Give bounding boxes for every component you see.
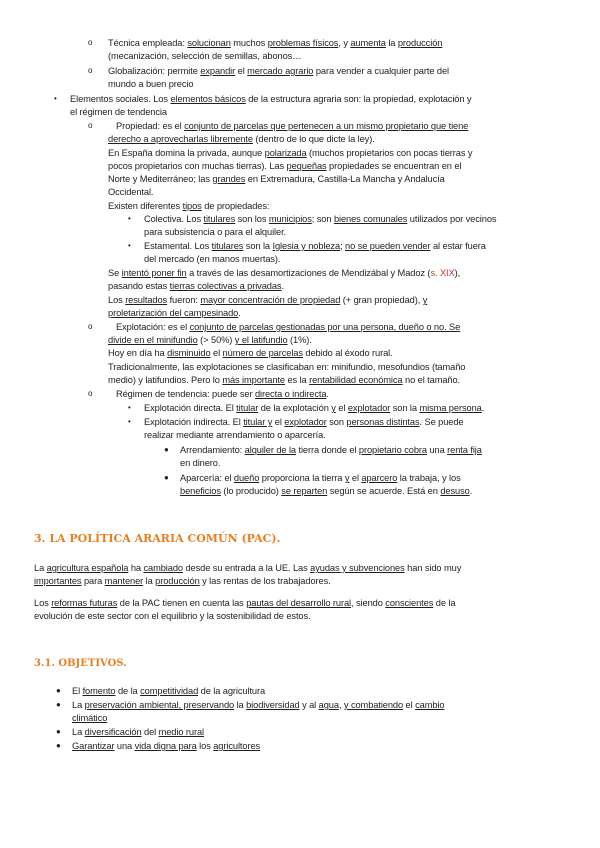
text-line bbox=[144, 416, 464, 428]
underlined-term: divide en el minifundio bbox=[108, 335, 198, 345]
underlined-term: biodiversidad bbox=[246, 700, 300, 710]
text-span: utilizados por vecinos bbox=[407, 214, 497, 224]
text-line bbox=[108, 280, 284, 292]
text-line bbox=[108, 65, 449, 77]
underlined-term: polarizada bbox=[264, 148, 307, 158]
underlined-term: producción bbox=[155, 576, 200, 586]
text-span: Elementos sociales. Los bbox=[70, 94, 171, 104]
subsection-heading: 3.1. OBJETIVOS. bbox=[34, 658, 127, 669]
text-line bbox=[144, 402, 484, 414]
text-line bbox=[70, 93, 471, 105]
underlined-term: disminuido bbox=[167, 348, 211, 358]
text-span: mundo a buen precio bbox=[108, 79, 194, 89]
text-line bbox=[116, 120, 468, 132]
underlined-term: agua bbox=[318, 700, 339, 710]
text-span: la bbox=[143, 576, 156, 586]
underlined-term: cambiado bbox=[143, 563, 183, 573]
text-line bbox=[72, 740, 260, 752]
underlined-term: desuso bbox=[440, 486, 470, 496]
text-span: medio) y latifundios. Pero lo bbox=[108, 375, 223, 385]
text-line bbox=[116, 321, 460, 333]
text-span: Existen diferentes bbox=[108, 201, 183, 211]
underlined-term: pequeñas bbox=[286, 161, 327, 171]
underlined-term: directa o indirecta bbox=[254, 389, 327, 399]
text-span: el bbox=[349, 473, 362, 483]
text-line bbox=[108, 347, 393, 359]
underlined-term: personas distintas bbox=[346, 417, 420, 427]
text-span: la bbox=[385, 38, 398, 48]
text-span: , y bbox=[338, 38, 351, 48]
underlined-term: pautas del desarrollo rural bbox=[246, 598, 352, 608]
text-line bbox=[108, 160, 461, 172]
underlined-term: agricultores bbox=[213, 741, 261, 751]
text-span: Estamental. Los bbox=[144, 241, 212, 251]
text-span: pocos propietarios con muchas tierras). Las bbox=[108, 161, 287, 171]
text-span: desde su entrada a la UE. Las bbox=[182, 563, 311, 573]
list-bullet: • bbox=[128, 403, 131, 412]
text-span: Régimen de tendencia: puede ser bbox=[116, 389, 255, 399]
text-span: son la bbox=[243, 241, 273, 251]
text-span: el régimen de tendencia bbox=[70, 107, 167, 117]
text-span: El bbox=[72, 686, 83, 696]
list-bullet: • bbox=[128, 241, 131, 250]
underlined-term: derecho a aprovecharlas libremente bbox=[108, 134, 253, 144]
text-span: . Se puede bbox=[419, 417, 464, 427]
text-span: para subsistencia o para el alquiler. bbox=[144, 227, 287, 237]
text-span: los bbox=[196, 741, 214, 751]
underlined-term: grandes bbox=[212, 174, 246, 184]
text-span: son los bbox=[235, 214, 269, 224]
underlined-term: y bbox=[344, 473, 350, 483]
text-line bbox=[180, 472, 461, 484]
text-span: de la estructura agraria son: la propiedad, explotación y bbox=[245, 94, 472, 104]
text-span: del mercado (en manos muertas). bbox=[144, 254, 281, 264]
text-span: . bbox=[281, 281, 284, 291]
list-bullet: o bbox=[88, 38, 93, 47]
text-span: han sido muy bbox=[404, 563, 462, 573]
underlined-term: aumenta bbox=[350, 38, 386, 48]
underlined-term: renta fija bbox=[447, 445, 482, 455]
list-bullet: ● bbox=[56, 686, 61, 695]
underlined-term: y combatiendo bbox=[343, 700, 404, 710]
text-line bbox=[34, 597, 455, 609]
text-span: Colectiva. Los bbox=[144, 214, 204, 224]
text-span: proporciona la tierra bbox=[259, 473, 345, 483]
text-span: Técnica empleada: bbox=[108, 38, 188, 48]
text-span: del bbox=[141, 727, 159, 737]
list-bullet: ● bbox=[56, 700, 61, 709]
text-span: de la explotación bbox=[258, 403, 332, 413]
underlined-term: titulares bbox=[211, 241, 244, 251]
text-span: Globalización: permite bbox=[108, 66, 201, 76]
underlined-term: rentabilidad económica bbox=[309, 375, 403, 385]
text-line bbox=[108, 361, 465, 373]
text-span: . bbox=[481, 403, 485, 413]
underlined-term: conscientes bbox=[385, 598, 434, 608]
text-span: a través de las desamortizaciones de Mendizábal y Madoz ( bbox=[186, 268, 431, 278]
text-span: en dinero. bbox=[180, 458, 221, 468]
text-span: tierra donde el bbox=[295, 445, 359, 455]
text-span: al estar fuera bbox=[430, 241, 486, 251]
underlined-term: explotador bbox=[284, 417, 327, 427]
text-span: la bbox=[234, 700, 247, 710]
text-span: (1%). bbox=[287, 335, 312, 345]
underlined-term: no se pueden vender bbox=[345, 241, 431, 251]
text-span: Tradicionalmente, las explotaciones se clasificaban en: minifundio, mesofundios (tamaño bbox=[108, 362, 466, 372]
text-span: , siendo bbox=[351, 598, 386, 608]
underlined-term: y bbox=[331, 403, 336, 413]
text-span: el bbox=[272, 417, 285, 427]
text-span: pasando estas bbox=[108, 281, 170, 291]
underlined-term: mantener bbox=[104, 576, 144, 586]
text-span: (dentro de lo que dicte la ley). bbox=[252, 134, 375, 144]
underlined-term: elementos básicos bbox=[170, 94, 246, 104]
text-line bbox=[108, 294, 427, 306]
text-span: debido al éxodo rural. bbox=[302, 348, 393, 358]
underlined-term: beneficios bbox=[180, 486, 221, 496]
list-bullet: o bbox=[88, 66, 93, 75]
text-span: evolución de este sector con el equilibrio y la sostenibilidad de estos. bbox=[34, 611, 311, 621]
text-span: fueron: bbox=[167, 295, 201, 305]
underlined-term: problemas físicos bbox=[267, 38, 339, 48]
text-line bbox=[34, 562, 461, 574]
text-span: no el tamaño. bbox=[402, 375, 461, 385]
list-bullet: o bbox=[88, 322, 93, 331]
text-span: muchos bbox=[230, 38, 268, 48]
text-span: Explotación indirecta. El bbox=[144, 417, 244, 427]
list-bullet: o bbox=[88, 121, 93, 130]
underlined-term: misma persona bbox=[419, 403, 482, 413]
text-span: , bbox=[338, 700, 344, 710]
underlined-term: número de parcelas bbox=[222, 348, 303, 358]
underlined-term: medio rural bbox=[158, 727, 204, 737]
text-line bbox=[34, 610, 311, 622]
underlined-term: proletarización del campesinado bbox=[108, 308, 239, 318]
text-span: . bbox=[469, 486, 473, 496]
text-span: Norte y Mediterráneo; las bbox=[108, 174, 213, 184]
underlined-term: titular y bbox=[243, 417, 273, 427]
text-span: el bbox=[235, 66, 248, 76]
text-span: Occidental. bbox=[108, 187, 154, 197]
text-line bbox=[108, 307, 241, 319]
underlined-term: y el latifundio bbox=[234, 335, 288, 345]
text-line bbox=[180, 444, 482, 456]
text-span: (lo producido) bbox=[220, 486, 282, 496]
underlined-term: tierras colectivas a privadas bbox=[169, 281, 282, 291]
text-line bbox=[34, 575, 331, 587]
text-span: es la bbox=[284, 375, 310, 385]
underlined-term: resultados bbox=[125, 295, 168, 305]
underlined-term: solucionan bbox=[187, 38, 231, 48]
text-span: y al bbox=[299, 700, 319, 710]
text-span: una bbox=[426, 445, 448, 455]
text-line bbox=[108, 186, 153, 198]
list-bullet: • bbox=[54, 94, 57, 103]
text-line bbox=[108, 374, 460, 386]
underlined-term: fomento bbox=[82, 686, 116, 696]
text-line bbox=[108, 267, 460, 279]
underlined-term: alquiler de la bbox=[244, 445, 296, 455]
text-span: La bbox=[72, 700, 85, 710]
text-span: Se bbox=[108, 268, 122, 278]
text-span: son la bbox=[390, 403, 420, 413]
text-line bbox=[116, 388, 329, 400]
list-bullet: ● bbox=[164, 473, 169, 482]
underlined-term: agricultura española bbox=[46, 563, 129, 573]
text-span: el bbox=[335, 403, 348, 413]
text-span: una bbox=[114, 741, 135, 751]
text-span: (mecanización, selección de semillas, abonos… bbox=[108, 51, 302, 61]
text-span: de la bbox=[433, 598, 456, 608]
text-line bbox=[108, 147, 472, 159]
section-heading: 3. LA POLÍTICA ARARIA COMÚN (PAC). bbox=[34, 532, 281, 545]
text-span: . bbox=[238, 308, 241, 318]
text-span: Los bbox=[34, 598, 52, 608]
text-line bbox=[108, 334, 312, 346]
text-line bbox=[180, 485, 472, 497]
text-span: la trabaja, y los bbox=[397, 473, 461, 483]
underlined-term: producción bbox=[397, 38, 443, 48]
list-bullet: ● bbox=[56, 727, 61, 736]
text-line bbox=[144, 240, 486, 252]
underlined-term: conjunto de parcelas gestionadas por una persona, dueño o no. Se bbox=[189, 322, 461, 332]
text-span: Aparcería: el bbox=[180, 473, 234, 483]
text-line bbox=[72, 712, 107, 724]
list-bullet: ● bbox=[56, 741, 61, 750]
underlined-term: titulares bbox=[203, 214, 236, 224]
text-span: Explotación: es el bbox=[116, 322, 190, 332]
text-span: de propiedades: bbox=[201, 201, 270, 211]
underlined-term: más importante bbox=[222, 375, 285, 385]
text-line bbox=[108, 78, 193, 90]
underlined-term: conjunto de parcelas que pertenecen a un mismo propietario que tiene bbox=[184, 121, 469, 131]
text-span: ; son bbox=[311, 214, 334, 224]
text-span: y las rentas de los trabajadores. bbox=[199, 576, 331, 586]
text-span: según se acuerde. Está en bbox=[327, 486, 441, 496]
underlined-term: Iglesia y nobleza bbox=[272, 241, 341, 251]
text-line bbox=[144, 213, 496, 225]
text-span: (muchos propietarios con pocas tierras y bbox=[306, 148, 473, 158]
underlined-term: bienes comunales bbox=[333, 214, 408, 224]
underlined-term: preservación ambiental, preservando bbox=[84, 700, 235, 710]
text-span: Los bbox=[108, 295, 126, 305]
list-bullet: ● bbox=[164, 445, 169, 454]
text-span: ; bbox=[340, 241, 346, 251]
text-line bbox=[72, 699, 444, 711]
text-span: (+ gran propiedad), bbox=[340, 295, 423, 305]
text-span: de la PAC tienen en cuenta las bbox=[117, 598, 247, 608]
text-span: el bbox=[210, 348, 223, 358]
text-span: el bbox=[403, 700, 416, 710]
text-span: Propiedad: es el bbox=[116, 121, 185, 131]
text-span: Explotación directa. El bbox=[144, 403, 237, 413]
text-line bbox=[108, 37, 442, 49]
text-span: (> 50%) bbox=[197, 335, 235, 345]
text-span: ha bbox=[128, 563, 144, 573]
underlined-term: mercado agrario bbox=[247, 66, 314, 76]
text-line bbox=[144, 226, 286, 238]
text-line bbox=[144, 429, 326, 441]
text-span: de la bbox=[115, 686, 141, 696]
underlined-term: expandir bbox=[200, 66, 236, 76]
text-line bbox=[108, 173, 445, 185]
underlined-term: municipios bbox=[268, 214, 312, 224]
text-span: para bbox=[81, 576, 105, 586]
underlined-term: propietario cobra bbox=[358, 445, 427, 455]
text-span: La bbox=[72, 727, 85, 737]
text-line bbox=[70, 106, 167, 118]
text-line bbox=[144, 253, 280, 265]
list-bullet: • bbox=[128, 417, 131, 426]
underlined-term: intentó poner fin bbox=[121, 268, 187, 278]
text-span: para vender a cualquier parte del bbox=[313, 66, 449, 76]
list-bullet: • bbox=[128, 214, 131, 223]
underlined-term: reformas futuras bbox=[51, 598, 118, 608]
underlined-term: diversificación bbox=[84, 727, 142, 737]
underlined-term: se reparten bbox=[281, 486, 328, 496]
underlined-term: titular bbox=[236, 403, 259, 413]
underlined-term: tipos bbox=[182, 201, 202, 211]
text-span: de la agricultura bbox=[198, 686, 266, 696]
text-line bbox=[180, 457, 220, 469]
underlined-term: dueño bbox=[233, 473, 260, 483]
list-bullet: o bbox=[88, 389, 93, 398]
text-span: La bbox=[34, 563, 47, 573]
underlined-term: aparcero bbox=[361, 473, 398, 483]
highlighted-term: s. XIX bbox=[430, 268, 455, 278]
text-span: son bbox=[326, 417, 347, 427]
underlined-term: explotador bbox=[347, 403, 391, 413]
underlined-term: mayor concentración de propiedad bbox=[200, 295, 341, 305]
underlined-term: importantes bbox=[34, 576, 82, 586]
text-line bbox=[108, 200, 269, 212]
underlined-term: cambio bbox=[415, 700, 445, 710]
text-span: Hoy en día ha bbox=[108, 348, 168, 358]
underlined-term: Garantizar bbox=[72, 741, 115, 751]
text-span: Arrendamiento: bbox=[180, 445, 245, 455]
text-span: En España domina la privada, aunque bbox=[108, 148, 265, 158]
text-line bbox=[108, 133, 375, 145]
text-span: en Extremadura, Castilla-La Mancha y Andalucía bbox=[245, 174, 445, 184]
underlined-term: climático bbox=[72, 713, 108, 723]
text-line bbox=[108, 50, 301, 62]
text-line bbox=[72, 726, 204, 738]
underlined-term: y bbox=[422, 295, 428, 305]
text-span: realizar mediante arrendamiento o aparcería. bbox=[144, 430, 326, 440]
underlined-term: ayudas y subvenciones bbox=[310, 563, 405, 573]
text-span: . bbox=[326, 389, 329, 399]
underlined-term: competitividad bbox=[140, 686, 199, 696]
text-line bbox=[72, 685, 265, 697]
underlined-term: vida digna para bbox=[134, 741, 197, 751]
text-span: propiedades se encuentran en el bbox=[326, 161, 462, 171]
text-span: ), bbox=[454, 268, 461, 278]
